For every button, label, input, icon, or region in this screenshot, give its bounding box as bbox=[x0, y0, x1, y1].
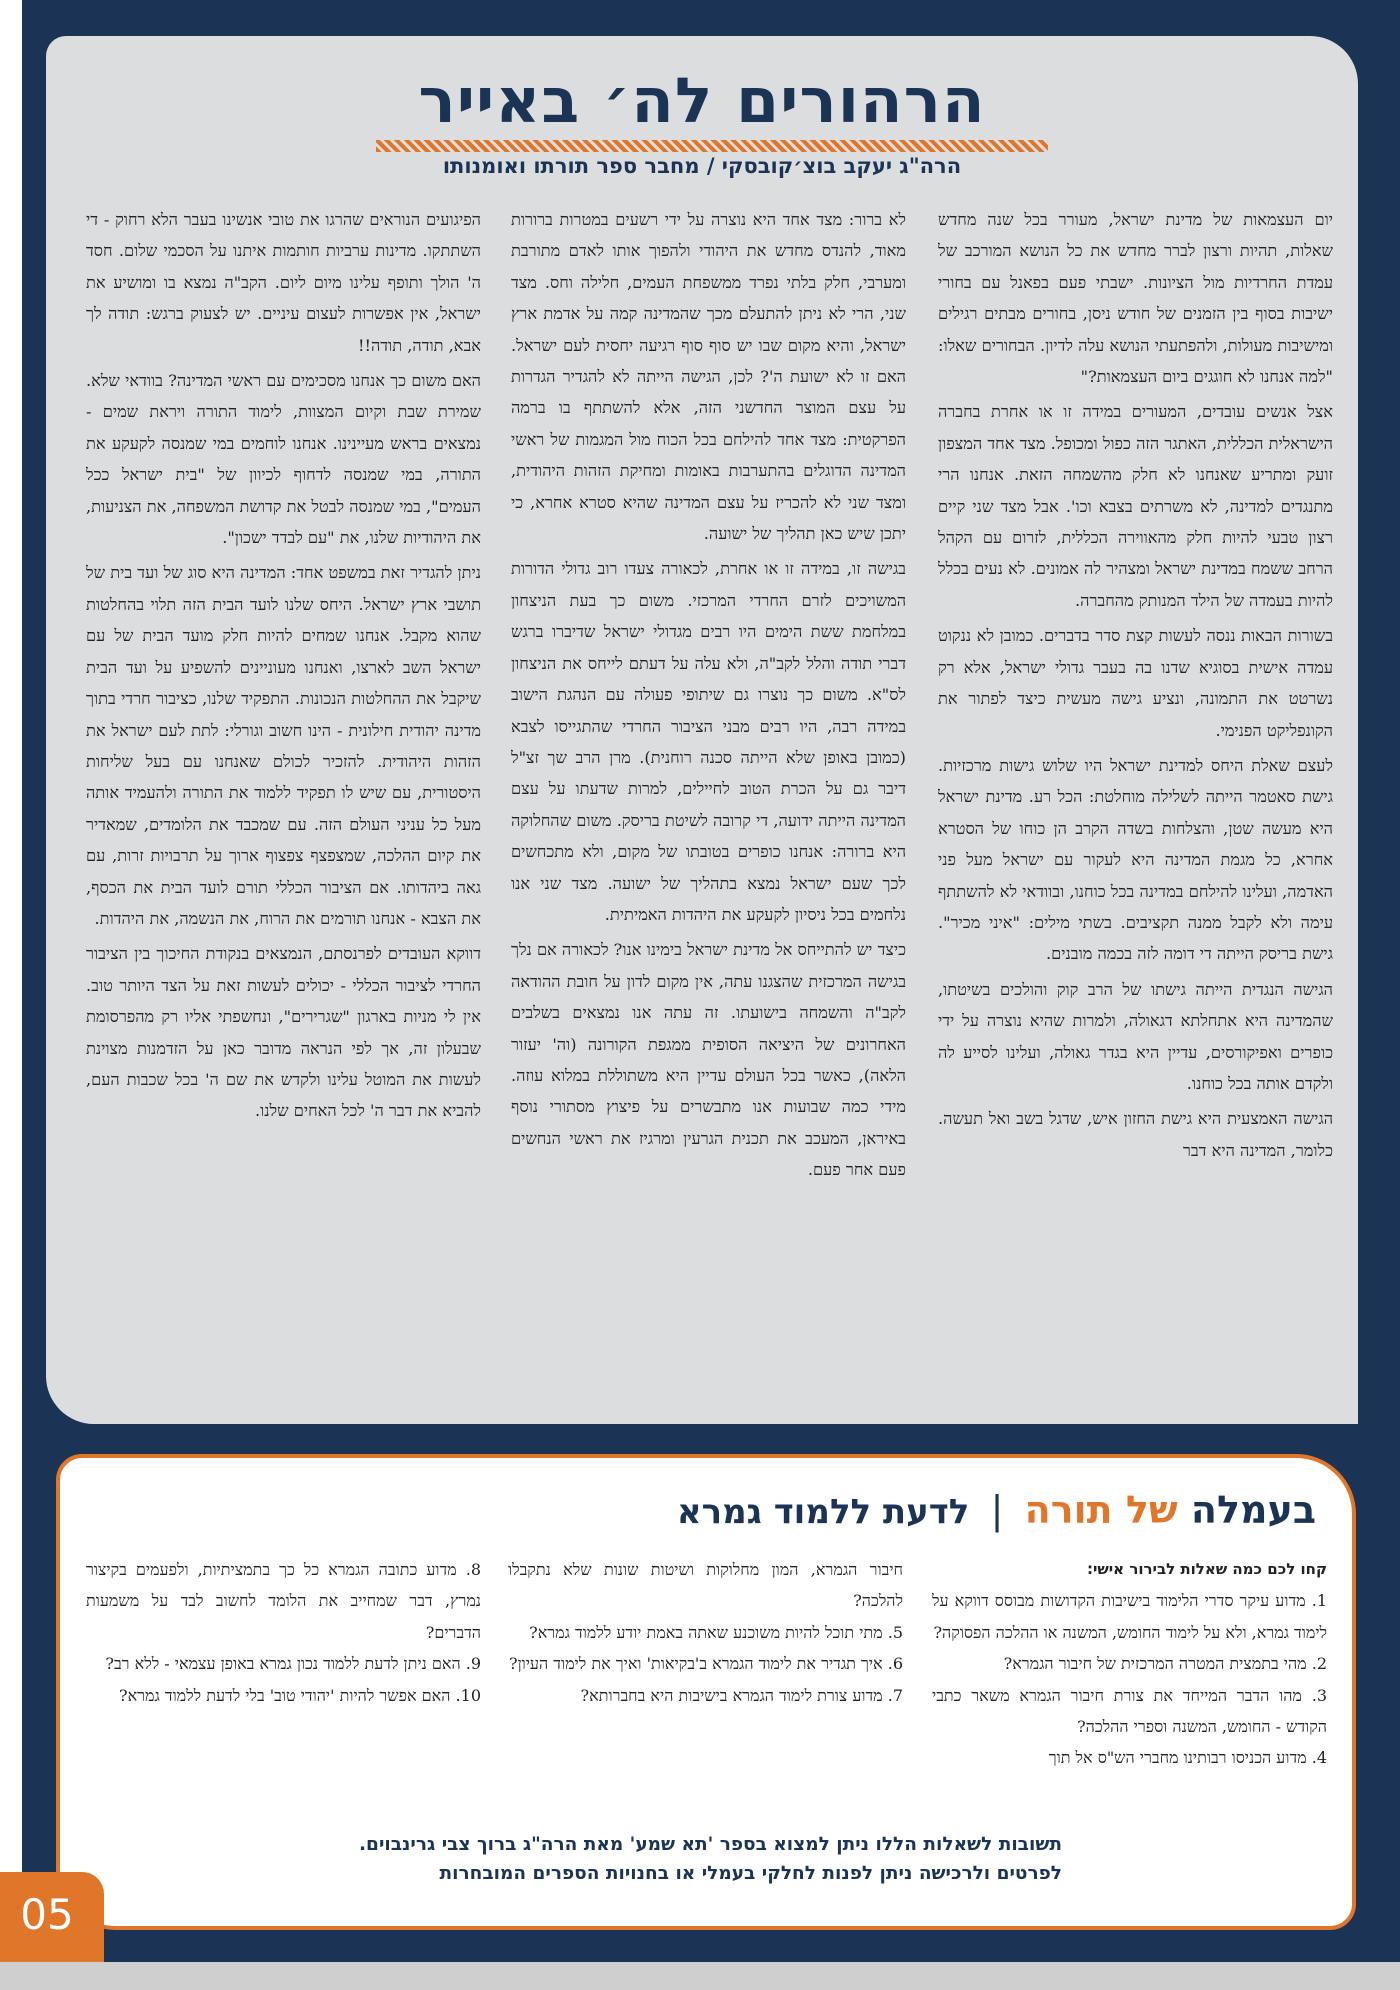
paragraph: אצל אנשים עובדים, המעורים במידה זו או אחרת בחברה הישראלית הכללית, האתגר הזה כפול ומכופל. מצד אחד המצפון זועק ומתריע שאנחנו לא חלק מהשמחה הזאת. אנחנו הרי מתנגדים למדינה, לא משרתים בצבא וכו'. אבל מצד שני קיים רצון טבעי להיות חלק מהאווירה הכללית, לזרום עם הקהל הרחב ששמח במדינת ישראל ומצהיר לה אמונים. לא נעים בכלל להיות בעמדה של הילד המנותק מהחברה. bbox=[938, 402, 1333, 610]
question-item: 2. מהי בתמצית המטרה המרכזית של חיבור הגמרא? bbox=[1003, 1654, 1327, 1674]
paragraph: יום העצמאות של מדינת ישראל, מעורר בכל שנה מחדש שאלות, תהיות ורצון לברר מחדש את כל הנושא המורכב של עמדת החרדיות מול הציונות. ישבתי פעם בפאנל עם בחורי ישיבות בסוף בין הזמנים של חודש ניסן, בחורים מבתים רגילים ומישיבות מעולות, ולהפתעתי הנושא עלה לדיון. הבחורים שאלו: "למה אנחנו לא חוגגים ביום העצמאות?" bbox=[938, 210, 1333, 387]
page-bottom-edge bbox=[0, 1962, 1400, 1990]
article-column-right bbox=[938, 204, 1333, 1404]
paragraph: לעצם שאלת היחס למדינת ישראל היו שלוש גישות מרכזיות. גישת סאטמר הייתה לשלילה מוחלטת: הכל רע. מדינת ישראל היא מעשה שטן, והצלחות בשדה הקרב הן כוחו של הסטרא אחרא, כל מגמת המדינה היא לעקור עם ישראל מעל פני האדמה, ועלינו להילחם במדינה בכל כוחנו, ובוודאי לא להשתתף עימה ולא לקבל ממנה תקציבים. בשתי מילים: "איני מכיר". גישת בריסק הייתה די דומה לזה בכמה מובנים. bbox=[938, 755, 1333, 964]
article-panel bbox=[46, 36, 1358, 1424]
question-item: 4. מדוע הכניסו רבותינו מחברי הש"ס אל תוך bbox=[1048, 1748, 1327, 1768]
question-item: 8. מדוע כתובה הגמרא כל כך בתמציתיות, ולפעמים בקיצור נמרץ, דבר שמחייב את הלומד לחשוב לבד על משמעות הדברים? bbox=[86, 1560, 481, 1642]
question-item: 9. האם ניתן לדעת ללמוד נכון גמרא באופן עצמאי - ללא רב? bbox=[105, 1654, 481, 1674]
article-title: הרהורים לה׳ באייר bbox=[418, 64, 986, 137]
question-item: 3. מהו הדבר המייחד את צורת חיבור הגמרא משאר כתבי הקודש - החומש, המשנה וספרי ההלכה? bbox=[932, 1685, 1327, 1737]
footer-line: לפרטים ולרכישה ניתן לפנות לחלקי בעמלי או בחנויות הספרים המובחרות bbox=[439, 1863, 1062, 1884]
paragraph: דווקא העובדים לפרנסתם, הנמצאים בנקודת החיכוך בין הציבור החרדי לציבור הכללי - יכולים לעשות זאת על הצד היותר טוב. אין לי מניות בארגון "שגרירים", ונחשפתי אליו רק מהפרסומת שבעלון זה, אך לפי הנראה מדובר כאן על הזדמנות מצוינת לעשות את המוטל עלינו ולקדש את שם ה' בכל שכבות העם, להביא את דבר ה' לכל האחים שלנו. bbox=[86, 944, 481, 1121]
question-item: 6. איך תגדיר את לימוד הגמרא ב'בקיאות' ואיך את לימוד העיון? bbox=[508, 1654, 903, 1674]
article-column-middle bbox=[511, 204, 906, 1404]
paragraph: הפיגועים הנוראים שהרגו את טובי אנשינו בעבר הלא רחוק - די השתתקו. מדינות ערביות חותמות איתנו על הסכמי שלום. חסד ה' הולך ותופף עלינו מיום ליום. הקב"ה נמצא בו ומושיע את ישראל, אין אפשרות לעצום עיניים. יש לצעוק ברגש: תודה לך אבא, תודה, תודה!! bbox=[86, 210, 481, 355]
page-number-badge bbox=[0, 1872, 104, 1962]
question-item: 7. מדוע צורת לימוד הגמרא בישיבות היא בחברותא? bbox=[580, 1685, 903, 1705]
questions-column-middle bbox=[508, 1554, 903, 1711]
question-item: 5. מתי תוכל להיות משוכנע שאתה באמת יודע ללמוד גמרא? bbox=[529, 1622, 903, 1642]
paragraph: הגישה האמצעית היא גישת החזון איש, שדגל בשב ואל תעשה. כלומר, המדינה היא דבר bbox=[938, 1109, 1333, 1160]
paragraph: ניתן להגדיר זאת במשפט אחד: המדינה היא סוג של ועד בית של תושבי ארץ ישראל. היחס שלנו לועד הבית הזה תלוי בהחלטות שהוא מקבל. אנחנו שמחים להיות חלק מועד הבית של עם ישראל השב לארצו, ואנחנו מעוניינים להשפיע על ועד הבית שיקבל את ההחלטות הנכונות. התפקיד שלנו, כציבור חרדי בתוך מדינה יהודית חילונית - הינו חשוב וגורלי: לתת לעם ישראל את הזהות היהודית. להזכיר לכולם שאנחנו עם בעל שליחות היסטורית, עם שיש לו תפקיד ללמוד את התורה ולהעמיד אותה מעל כל עניני העולם הזה. עם שמכבד את הלומדים, שמאדיר את קיום ההלכה, שמצפצף צפצוף ארוך על תרבויות זרות, עם גאה ביהדותו. אם הציבור הכללי תורם לועד הבית את הכסף, את הצבא - אנחנו תורמים את הרוח, את הנשמה, את היהדות. bbox=[86, 563, 481, 928]
question-item: 1. מדוע עיקר סדרי הלימוד בישיבות הקדושות מבוסס דווקא על לימוד גמרא, ולא על לימוד החומש, המשנה או ההלכה הפסוקה? bbox=[932, 1591, 1327, 1642]
page-number: 05 bbox=[20, 1890, 74, 1939]
study-questions-box bbox=[56, 1454, 1356, 1930]
questions-intro: קחו לכם כמה שאלות לבירור אישי: bbox=[1086, 1560, 1327, 1578]
paragraph: האם משום כך אנחנו מסכימים עם ראשי המדינה? בוודאי שלא. שמירת שבת וקיום המצוות, לימוד התורה ויראת שמים - נמצאים בראש מעיינינו. אנחנו לוחמים במי שמנסה לקעקע את התורה, במי שמנסה לדחוף לכיוון של "בית ישראל ככל העמים", במי שמנסה לבטל את קדושת המשפחה, את הצניעות, את היהודיות שלנו, את "עם לבדד ישכון". bbox=[86, 371, 481, 548]
page-edge-strip bbox=[0, 0, 22, 1990]
box-title-subtitle: לדעת ללמוד גמרא bbox=[676, 1492, 970, 1532]
paragraph: בגישה זו, במידה זו או אחרת, לכאורה צעדו רוב גדולי הדורות המשויכים לזרם החרדי המרכזי. משום כך בעת הניצחון במלחמת ששת הימים היו רבים מגדולי ישראל שדיברו ברגש דברי תודה והלל לקב"ה, ולא עלה על דעתם לייחס את הניצחון לס"א. משום כך נוצרו גם שיתופי פעולה עם הנהגת הישוב במידה רבה, היו רבים מבני הציבור החרדי שהתגייסו לצבא (כמובן באופן שלא הייתה סכנה רוחנית). מרן הרב שך זצ"ל דיבר גם על הכרת הטוב לחיילים, למרות שדעתו על עצם המדינה הייתה ידועה, די קרובה לשיטת בריסק. משום שהחלוקה היא ברורה: אנחנו כופרים בטובתו של מקום, ולא מתכחשים לכך שעם ישראל נמצא בתהליך של ישועה. מצד שני אנו נלחמים בכל ניסיון לקעקע את היהדות האמיתית. bbox=[511, 559, 906, 924]
article-column-left bbox=[86, 204, 481, 1404]
paragraph: בשורות הבאות ננסה לעשות קצת סדר בדברים. כמובן לא ננקוט עמדה אישית בסוגיא שדנו בה בעבר גדולי ישראל, אלא רק נשרטט את התמונה, ונציע גישה מעשית כיצד לפתור את הקונפליקט הפנימי. bbox=[938, 626, 1333, 740]
questions-column-left bbox=[86, 1554, 481, 1711]
answers-source-note bbox=[359, 1830, 1062, 1888]
article-byline: הרה"ג יעקב בוצ׳קובסקי / מחבר ספר תורתו ואומנותו bbox=[442, 154, 962, 178]
box-title-separator: | bbox=[990, 1488, 1004, 1532]
box-title-brand: בעמלה bbox=[1190, 1488, 1316, 1532]
paragraph: כיצד יש להתייחס אל מדינת ישראל בימינו אנו? לכאורה אם נלך בגישה המרכזית שהצגנו עתה, אין מקום לדון על חובת ההודאה לקב"ה והשמחה בישועתו. זה עתה אנו נמצאים בשלבים האחרונים של היציאה הסופית ממגפת הקורונה (וה' יעזור הלאה), כאשר בכל העולם עדיין היא משתוללת במלוא עוזה. מידי כמה שבועות אנו מתבשרים על פיצוץ מסתורי נוסף באיראן, המעכב את תכנית הגרעין ומרגיז את ראשי הנחשים פעם אחר פעם. bbox=[511, 940, 906, 1180]
box-title bbox=[677, 1488, 1316, 1532]
paragraph: הגישה הנגדית הייתה גישתו של הרב קוק והולכים בשיטתו, שהמדינה היא אתחלתא דגאולה, ולמרות שהיא נוצרה על ידי כופרים ואפיקורסים, עדיין היא בגדר גאולה, ועלינו לסייע לה ולקדם אותה בכל כוחנו. bbox=[938, 979, 1333, 1093]
footer-line: תשובות לשאלות הללו ניתן למצוא בספר 'תא שמע' מאת הרה"ג ברוך צבי גרינבוים. bbox=[359, 1834, 1062, 1855]
paragraph: לא ברור: מצד אחד היא נוצרה על ידי רשעים במטרות ברורות מאוד, להנדס מחדש את היהודי ולהפוך אותו לאדם מתורבת ומערבי, חלק בלתי נפרד ממשפחת העמים, חלילה וחס. מצד שני, הרי לא ניתן להתעלם מכך שהמדינה קמה על אדמת ארץ ישראל, והיא מקום שבו יש סוף סוף רגיעה יחסית לעם ישראל. האם זו לא ישועת ה'? לכן, הגישה הייתה לא להגדיר הגדרות על עצם המוצר החדשני הזה, אלא להשתתף בו ברמה הפרקטית: מצד אחד להילחם בכל הכוח מול המגמות של ראשי המדינה הדוגלים בהתערבות באומות ומחיקת הזהות היהודית, ומצד שני לא להכריז על עצם המדינה שהיא סטרא אחרא, כי יתכן שיש כאן תהליך של ישועה. bbox=[511, 210, 906, 544]
question-item: חיבור הגמרא, המון מחלוקות ושיטות שונות שלא נתקבלו להלכה? bbox=[508, 1560, 903, 1611]
questions-column-right bbox=[932, 1554, 1327, 1774]
title-underline-decoration bbox=[376, 140, 1048, 152]
question-item: 10. האם אפשר להיות 'יהודי טוב' בלי לדעת ללמוד גמרא? bbox=[119, 1685, 481, 1705]
box-title-brand-accent: של תורה bbox=[1024, 1488, 1178, 1532]
